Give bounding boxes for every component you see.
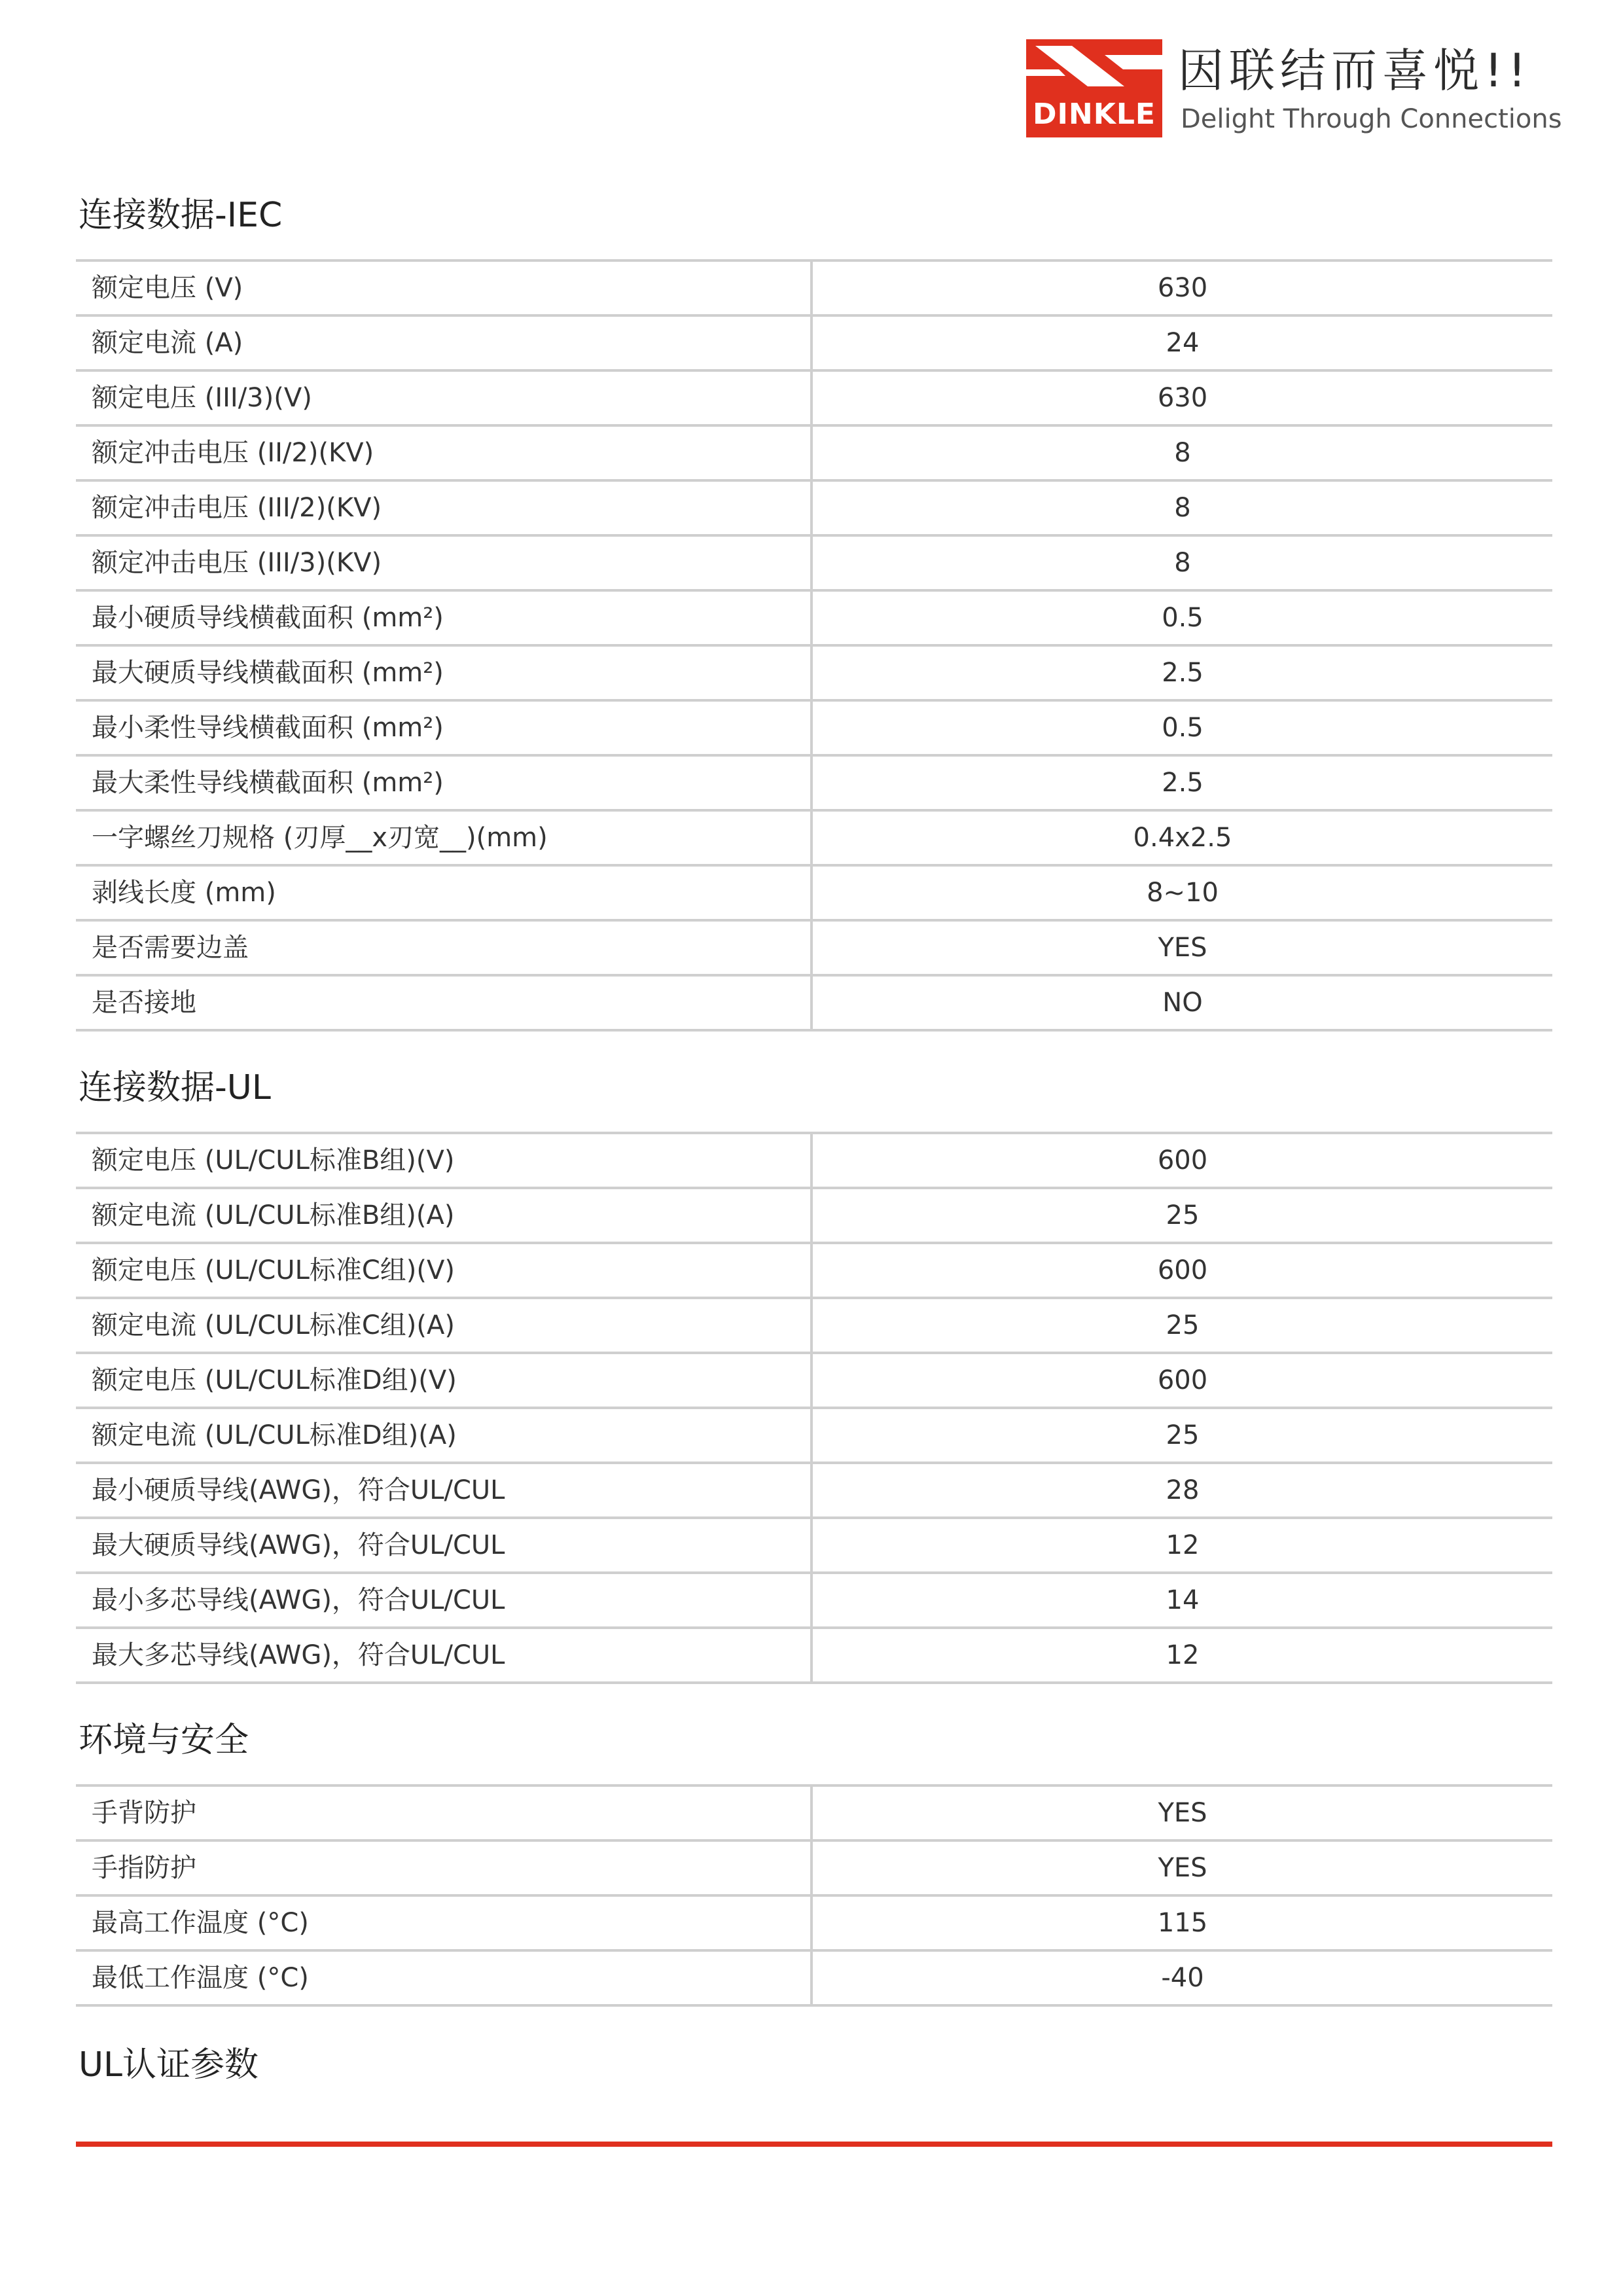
row-value: 25 xyxy=(1166,1420,1200,1450)
table-row xyxy=(76,1354,1552,1409)
table-row xyxy=(76,647,1552,702)
table-row xyxy=(76,1574,1552,1629)
table-row xyxy=(76,1189,1552,1244)
slogan-english: Delight Through Connections xyxy=(1181,104,1562,134)
row-value: 28 xyxy=(1166,1475,1200,1505)
row-value: YES xyxy=(1158,1853,1207,1883)
row-label: 是否接地 xyxy=(76,977,813,1029)
row-value: 2.5 xyxy=(1162,658,1204,688)
row-label: 手指防护 xyxy=(76,1842,813,1894)
row-value: 8 xyxy=(1174,438,1191,468)
row-label: 最高工作温度 (°C) xyxy=(76,1897,813,1949)
table-row xyxy=(76,1629,1552,1684)
table-iec xyxy=(76,259,1552,1031)
table-row xyxy=(76,1842,1552,1897)
row-label: 最小柔性导线横截面积 (mm²) xyxy=(76,702,813,754)
row-value: 24 xyxy=(1166,328,1200,358)
row-value: 12 xyxy=(1166,1640,1200,1670)
row-value: 630 xyxy=(1157,383,1208,413)
table-row xyxy=(76,867,1552,922)
table-row xyxy=(76,1134,1552,1189)
row-label: 额定冲击电压 (III/3)(KV) xyxy=(76,537,813,589)
row-label: 剥线长度 (mm) xyxy=(76,867,813,919)
table-row xyxy=(76,1299,1552,1354)
row-label: 额定冲击电压 (II/2)(KV) xyxy=(76,427,813,479)
row-value: 12 xyxy=(1166,1530,1200,1560)
table-row xyxy=(76,427,1552,482)
row-label: 手背防护 xyxy=(76,1787,813,1839)
row-value: 2.5 xyxy=(1162,768,1204,798)
table-row xyxy=(76,1897,1552,1952)
row-value: 25 xyxy=(1166,1200,1200,1230)
table-row xyxy=(76,592,1552,647)
table-environment xyxy=(76,1784,1552,2007)
table-ul xyxy=(76,1132,1552,1684)
dinkle-logo xyxy=(1026,39,1162,137)
table-row xyxy=(76,1519,1552,1574)
table-row xyxy=(76,757,1552,812)
table-row xyxy=(76,922,1552,977)
row-label: 一字螺丝刀规格 (刃厚__x刃宽__)(mm) xyxy=(76,812,813,864)
row-label: 最大多芯导线(AWG)，符合UL/CUL xyxy=(76,1629,813,1681)
table-row xyxy=(76,317,1552,372)
table-row xyxy=(76,1952,1552,2007)
table-row xyxy=(76,977,1552,1031)
row-value: 0.4x2.5 xyxy=(1133,823,1232,853)
table-row xyxy=(76,1409,1552,1464)
section-title-ul: 连接数据-UL xyxy=(79,1068,271,1107)
row-label: 最小硬质导线横截面积 (mm²) xyxy=(76,592,813,644)
row-value: YES xyxy=(1158,933,1207,963)
table-row xyxy=(76,812,1552,867)
row-value: 0.5 xyxy=(1162,603,1204,633)
row-value: 25 xyxy=(1166,1310,1200,1340)
row-label: 最低工作温度 (°C) xyxy=(76,1952,813,2004)
slogan-chinese: 因联结而喜悦!! xyxy=(1178,44,1532,98)
row-label: 额定电压 (UL/CUL标准C组)(V) xyxy=(76,1244,813,1297)
row-label: 最大硬质导线(AWG)，符合UL/CUL xyxy=(76,1519,813,1571)
row-label: 额定电流 (A) xyxy=(76,317,813,369)
row-label: 最小多芯导线(AWG)，符合UL/CUL xyxy=(76,1574,813,1626)
section-title-environment: 环境与安全 xyxy=(79,1721,249,1760)
footer-divider xyxy=(76,2142,1552,2147)
row-value: 0.5 xyxy=(1162,713,1204,743)
row-value: 8~10 xyxy=(1147,878,1219,908)
row-label: 最大柔性导线横截面积 (mm²) xyxy=(76,757,813,809)
row-value: 8 xyxy=(1174,548,1191,578)
row-label: 最小硬质导线(AWG)，符合UL/CUL xyxy=(76,1464,813,1516)
table-row xyxy=(76,1244,1552,1299)
row-value: 600 xyxy=(1157,1255,1208,1285)
table-row xyxy=(76,1464,1552,1519)
table-row xyxy=(76,372,1552,427)
row-label: 额定电压 (UL/CUL标准B组)(V) xyxy=(76,1134,813,1187)
row-label: 额定电流 (UL/CUL标准D组)(A) xyxy=(76,1409,813,1462)
row-value: YES xyxy=(1158,1798,1207,1828)
table-row xyxy=(76,262,1552,317)
logo-wordmark: DINKLE xyxy=(1033,98,1156,131)
row-value: 600 xyxy=(1157,1365,1208,1395)
row-label: 是否需要边盖 xyxy=(76,922,813,974)
brand-header xyxy=(1026,39,1562,144)
section-title-ul-certification: UL认证参数 xyxy=(79,2045,259,2085)
row-label: 额定电压 (V) xyxy=(76,262,813,314)
row-label: 额定冲击电压 (III/2)(KV) xyxy=(76,482,813,534)
table-row xyxy=(76,702,1552,757)
table-row xyxy=(76,537,1552,592)
row-label: 最大硬质导线横截面积 (mm²) xyxy=(76,647,813,699)
row-value: 630 xyxy=(1157,273,1208,303)
row-label: 额定电流 (UL/CUL标准C组)(A) xyxy=(76,1299,813,1352)
row-value: -40 xyxy=(1161,1963,1204,1993)
section-title-iec: 连接数据-IEC xyxy=(79,196,283,235)
row-label: 额定电压 (III/3)(V) xyxy=(76,372,813,424)
row-label: 额定电压 (UL/CUL标准D组)(V) xyxy=(76,1354,813,1407)
table-row xyxy=(76,1787,1552,1842)
row-label: 额定电流 (UL/CUL标准B组)(A) xyxy=(76,1189,813,1242)
row-value: 8 xyxy=(1174,493,1191,523)
table-row xyxy=(76,482,1552,537)
row-value: 600 xyxy=(1157,1145,1208,1175)
row-value: 115 xyxy=(1157,1908,1208,1938)
row-value: NO xyxy=(1162,988,1203,1018)
row-value: 14 xyxy=(1166,1585,1200,1615)
